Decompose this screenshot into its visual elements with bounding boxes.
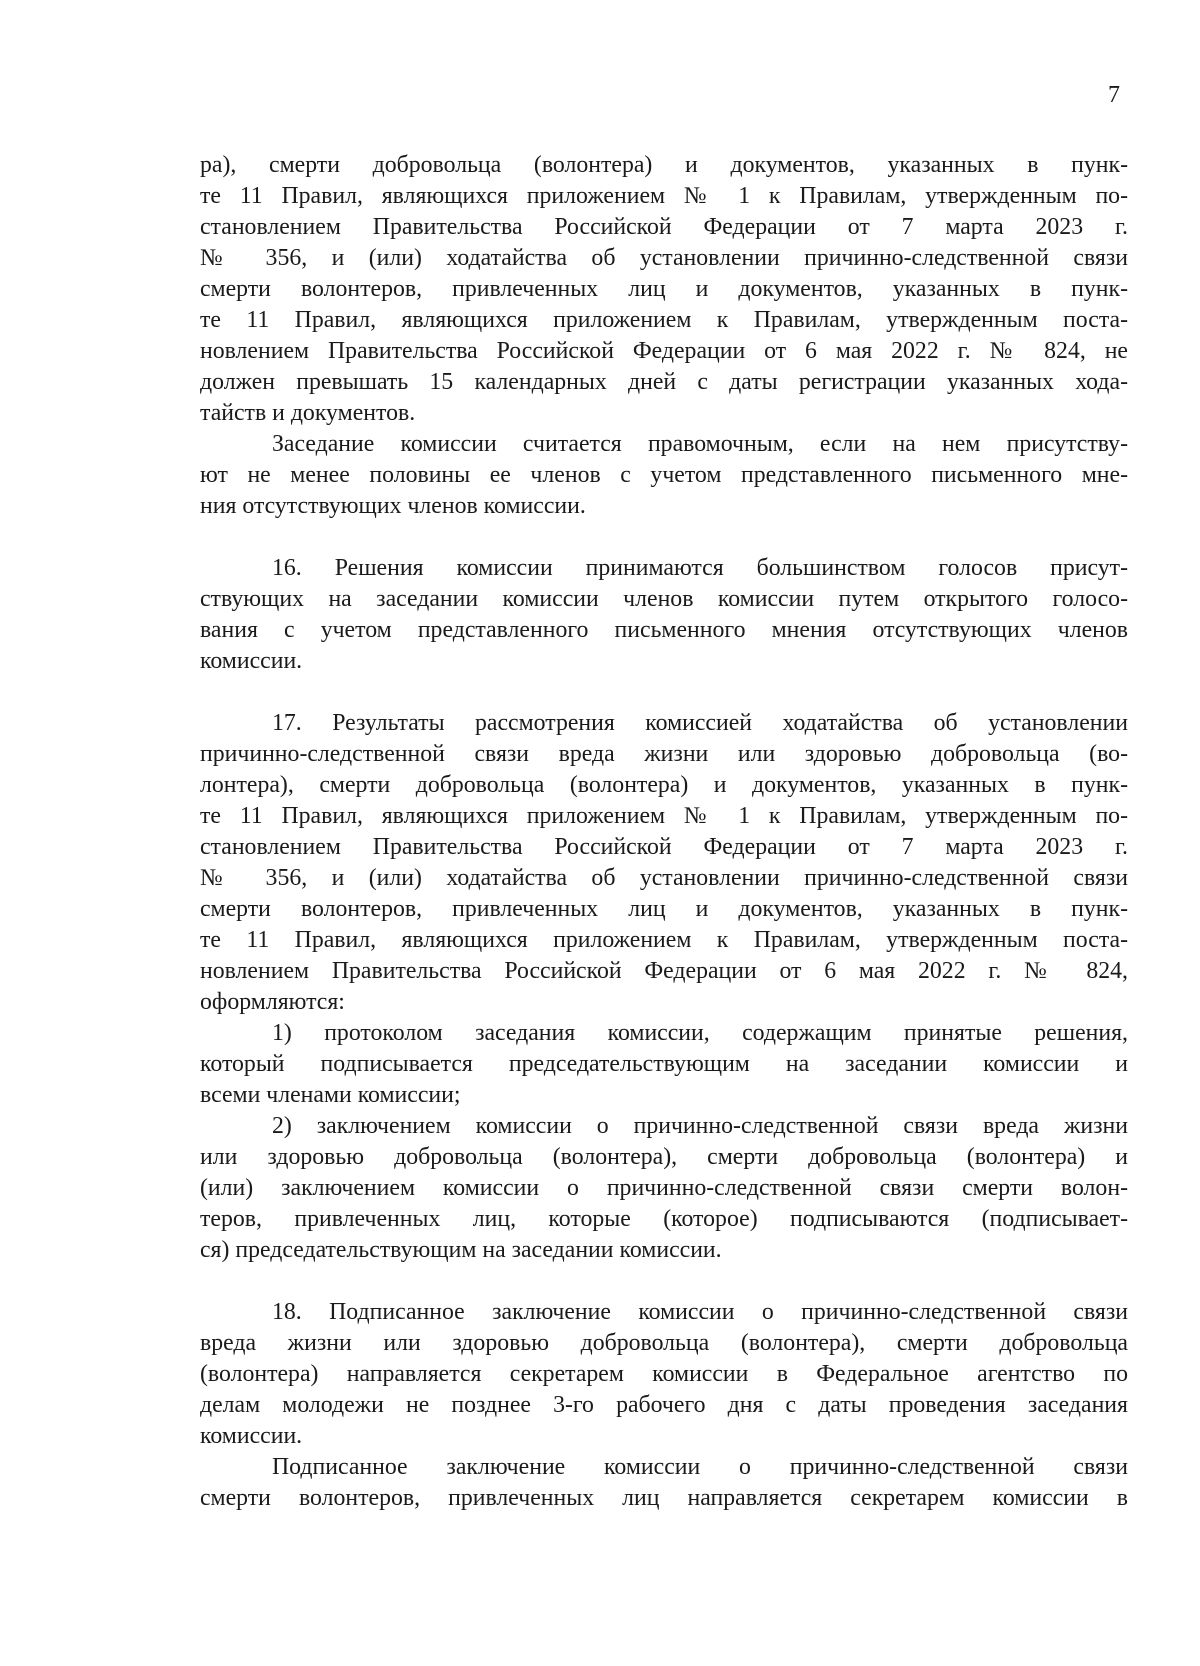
text-line: ствующих на заседании комиссии членов комиссии путем открытого голосо-	[200, 586, 1128, 612]
text-line: 16. Решения комиссии принимаются большинством голосов присут-	[272, 555, 1128, 581]
text-line: 18. Подписанное заключение комиссии о причинно-следственной связи	[272, 1299, 1128, 1325]
text-line: тайств и документов.	[200, 400, 416, 426]
text-line: смерти волонтеров, привлеченных лиц и документов, указанных в пунк-	[200, 896, 1128, 922]
paragraph-gap	[200, 677, 1128, 708]
text-line: Заседание комиссии считается правомочным, если на нем присутству-	[272, 431, 1128, 457]
page-number: 7	[1108, 82, 1120, 108]
paragraph	[200, 1111, 1128, 1266]
text-line: становлением Правительства Российской Федерации от 7 марта 2023 г.	[200, 214, 1128, 240]
text-line: делам молодежи не позднее 3-го рабочего дня с даты проведения заседания	[200, 1392, 1128, 1418]
text-line: те 11 Правил, являющихся приложением к Правилам, утвержденным поста-	[200, 307, 1128, 333]
text-line: новлением Правительства Российской Федерации от 6 мая 2022 г. № 824, не	[200, 338, 1128, 364]
text-line: вания с учетом представленного письменного мнения отсутствующих членов	[200, 617, 1128, 643]
text-line: всеми членами комиссии;	[200, 1082, 461, 1108]
paragraph	[200, 429, 1128, 522]
paragraph	[200, 708, 1128, 1018]
text-line: вреда жизни или здоровью добровольца (волонтера), смерти добровольца	[200, 1330, 1128, 1356]
text-line: причинно-следственной связи вреда жизни или здоровью добровольца (во-	[200, 741, 1128, 767]
document-body	[200, 150, 1128, 1514]
text-line: № 356, и (или) ходатайства об установлении причинно-следственной связи	[200, 865, 1128, 891]
text-line: ся) председательствующим на заседании комиссии.	[200, 1237, 722, 1263]
paragraph-gap	[200, 522, 1128, 553]
text-line: лонтера), смерти добровольца (волонтера) и документов, указанных в пунк-	[200, 772, 1128, 798]
text-line: комиссии.	[200, 1423, 303, 1449]
text-line: ют не менее половины ее членов с учетом представленного письменного мне-	[200, 462, 1128, 488]
text-line: те 11 Правил, являющихся приложением № 1 к Правилам, утвержденным по-	[200, 803, 1128, 829]
text-line: Подписанное заключение комиссии о причинно-следственной связи	[272, 1454, 1128, 1480]
text-line: № 356, и (или) ходатайства об установлении причинно-следственной связи	[200, 245, 1128, 271]
text-line: 2) заключением комиссии о причинно-следственной связи вреда жизни	[272, 1113, 1128, 1139]
text-line: смерти волонтеров, привлеченных лиц направляется секретарем комиссии в	[200, 1485, 1128, 1511]
text-line: становлением Правительства Российской Федерации от 7 марта 2023 г.	[200, 834, 1128, 860]
text-line: должен превышать 15 календарных дней с даты регистрации указанных хода-	[200, 369, 1128, 395]
text-line: 17. Результаты рассмотрения комиссией ходатайства об установлении	[272, 710, 1128, 736]
paragraph	[200, 1297, 1128, 1452]
text-line: теров, привлеченных лиц, которые (которое) подписываются (подписывает-	[200, 1206, 1128, 1232]
text-line: или здоровью добровольца (волонтера), смерти добровольца (волонтера) и	[200, 1144, 1128, 1170]
text-line: смерти волонтеров, привлеченных лиц и документов, указанных в пунк-	[200, 276, 1128, 302]
text-line: который подписывается председательствующим на заседании комиссии и	[200, 1051, 1128, 1077]
text-line: новлением Правительства Российской Федерации от 6 мая 2022 г. № 824,	[200, 958, 1128, 984]
paragraph	[200, 553, 1128, 677]
text-line: те 11 Правил, являющихся приложением к Правилам, утвержденным поста-	[200, 927, 1128, 953]
paragraph-gap	[200, 1266, 1128, 1297]
text-line: комиссии.	[200, 648, 303, 674]
paragraph	[200, 150, 1128, 429]
text-line: те 11 Правил, являющихся приложением № 1 к Правилам, утвержденным по-	[200, 183, 1128, 209]
text-line: ра), смерти добровольца (волонтера) и документов, указанных в пунк-	[200, 152, 1128, 178]
text-line: (или) заключением комиссии о причинно-следственной связи смерти волон-	[200, 1175, 1128, 1201]
paragraph	[200, 1452, 1128, 1514]
paragraph	[200, 1018, 1128, 1111]
text-line: 1) протоколом заседания комиссии, содержащим принятые решения,	[272, 1020, 1128, 1046]
text-line: ния отсутствующих членов комиссии.	[200, 493, 586, 519]
text-line: (волонтера) направляется секретарем комиссии в Федеральное агентство по	[200, 1361, 1128, 1387]
text-line: оформляются:	[200, 989, 345, 1015]
